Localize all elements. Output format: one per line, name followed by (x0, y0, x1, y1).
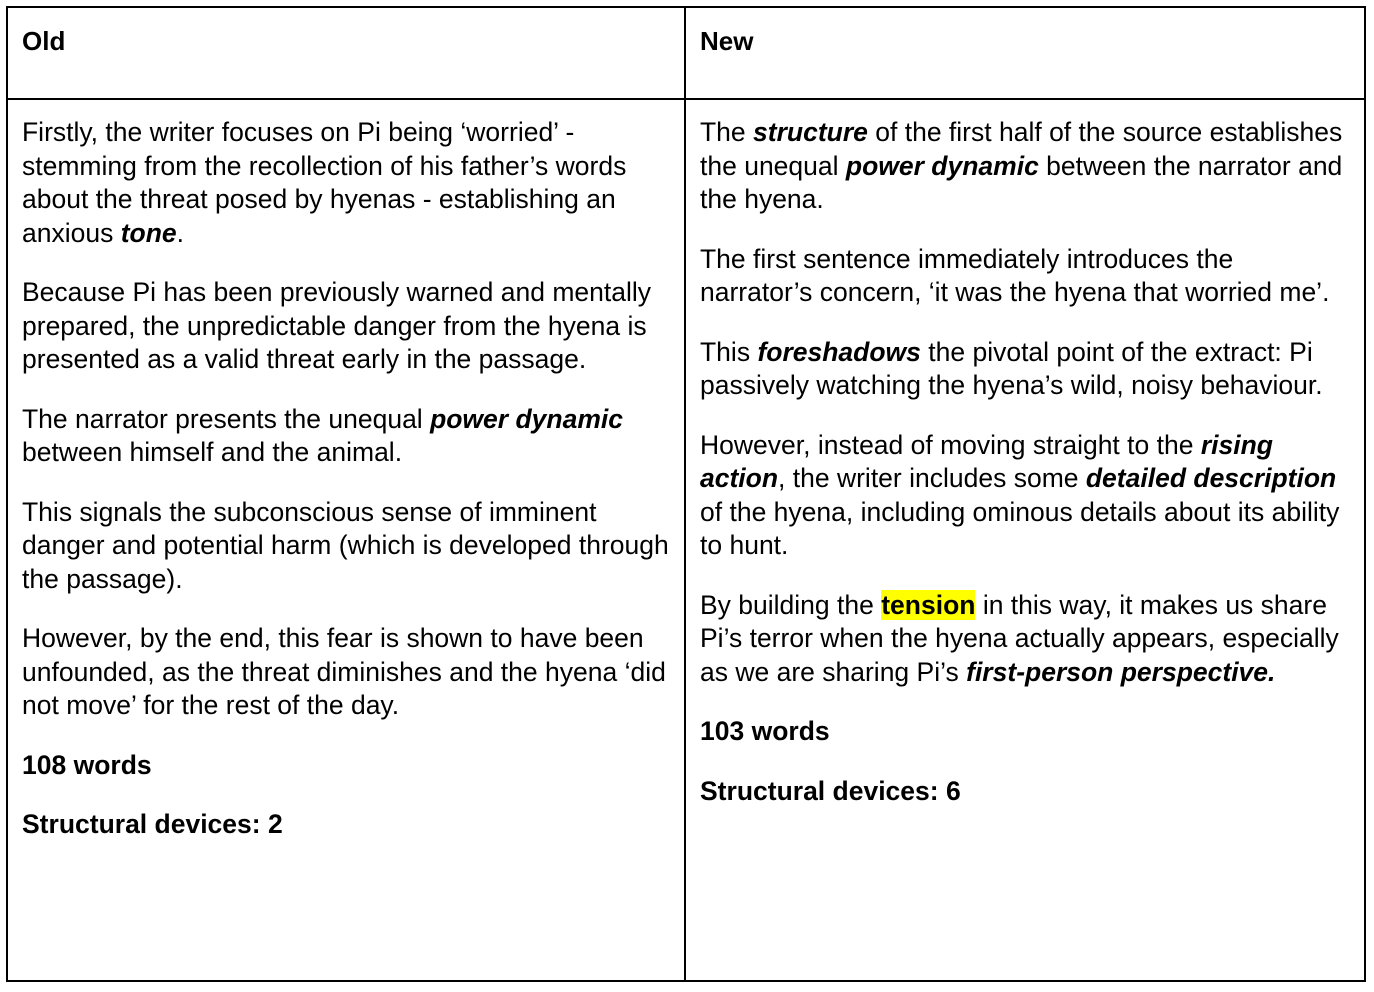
new-paragraph-2: The first sentence immediately introduces the narrator’s concern, ‘it was the hyena that worried me’. (700, 243, 1330, 307)
text-run: of the hyena, including ominous details about its ability to hunt. (700, 496, 1340, 560)
new-header-cell (685, 7, 1365, 99)
old-header-cell (7, 7, 685, 99)
header-row (7, 7, 1365, 99)
new-word-count: 103 words (700, 716, 830, 746)
text-run: , the writer includes some (778, 463, 1086, 493)
text-run: The narrator presents the unequal (22, 403, 431, 434)
text-run: Firstly, the writer focuses on Pi being ‘worried’ - stemming from the recollection of his father’s words about the threat posed by hyenas - establishing an anxious (22, 117, 627, 248)
key-term-power-dynamic: power dynamic (845, 150, 1039, 181)
key-term-rising-action: rising action (700, 429, 1273, 493)
content-row (7, 99, 1365, 981)
old-structural-devices: Structural devices: 2 (22, 809, 283, 839)
comparison-table (6, 6, 1366, 982)
new-column (685, 99, 1365, 981)
old-column (7, 99, 685, 981)
old-word-count: 108 words (22, 749, 152, 780)
text-run: However, instead of moving straight to the (700, 429, 1201, 460)
old-paragraph-1 (22, 116, 670, 250)
text-run: . (176, 217, 185, 248)
key-term-foreshadows: foreshadows (757, 336, 921, 367)
new-structural-devices: Structural devices: 6 (700, 775, 961, 806)
new-paragraph-3 (700, 336, 1350, 403)
text-run: The (700, 117, 754, 147)
key-term-structure: structure (753, 117, 868, 147)
new-paragraph-4 (700, 429, 1350, 563)
text-run: of the first half of the source establishes the unequal (700, 117, 1343, 181)
key-term-tone: tone (120, 217, 177, 248)
old-header: Old (22, 26, 66, 56)
key-term-detailed-description: detailed description (1085, 463, 1337, 493)
old-paragraph-2: Because Pi has been previously warned and mentally prepared, the unpredictable danger from the hyena is presented as a valid threat early in the passage. (22, 277, 652, 374)
text-run: in this way, it makes us share Pi’s terror when the hyena actually appears, especially as we are sharing Pi’s (700, 589, 1339, 687)
text-run: between himself and the animal. (22, 437, 403, 467)
text-run: the pivotal point of the extract: Pi passively watching the hyena’s wild, noisy behaviour. (700, 336, 1323, 400)
new-paragraph-5 (700, 589, 1350, 690)
text-run: between the narrator and the hyena. (700, 150, 1343, 214)
old-paragraph-3 (22, 403, 670, 470)
text-run: This (700, 336, 758, 367)
text-run: By building the (700, 589, 882, 620)
old-paragraph-4: This signals the subconscious sense of imminent danger and potential harm (which is developed through the passage). (22, 496, 669, 594)
key-term-first-person-perspective: first-person perspective. (966, 656, 1276, 687)
new-header: New (700, 26, 754, 56)
key-term-power-dynamic: power dynamic (430, 403, 623, 434)
highlighted-term-tension: tension (881, 589, 976, 620)
old-paragraph-5: However, by the end, this fear is shown to have been unfounded, as the threat diminishes and the hyena ‘did not move’ for the rest of the day. (22, 623, 666, 720)
new-paragraph-1 (700, 116, 1350, 217)
